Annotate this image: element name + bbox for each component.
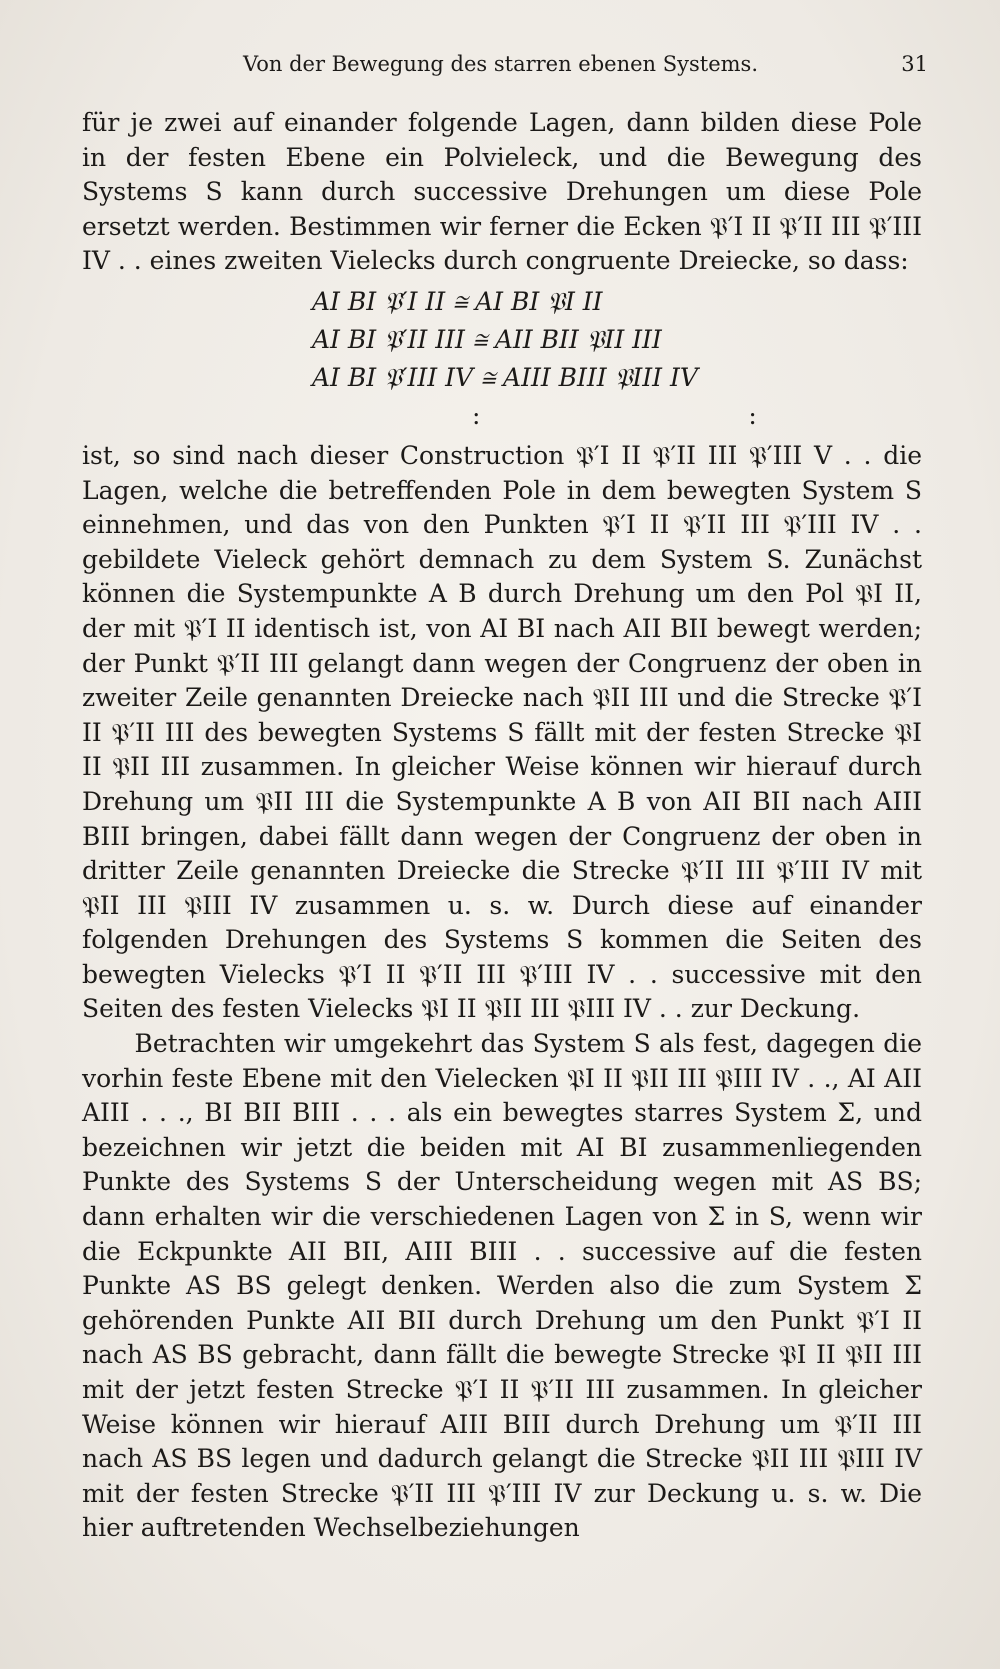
paragraph-3: Betrachten wir umgekehrt das System S als fest, dagegen die vorhin feste Ebene mit den Vielecken 𝔓I II 𝔓II III 𝔓III IV . ., AI AII AIII . . ., BI BII BIII . . . als ein bewegtes starres System Σ, und bezeichnen wir jetzt die beiden mit AI BI zusammenliegenden Punkte des Systems S der Unterscheidung wegen mit AS BS; dann erhalten wir die verschiedenen Lagen von Σ in S, wenn wir die Eckpunkte AII BII, AIII BIII . . successive auf die festen Punkte AS BS gelegt denken. Werden also die zum System Σ gehörenden Punkte AII BII durch Drehung um den Punkt 𝔓′I II nach AS BS gebracht, dann fällt die bewegte Strecke 𝔓I II 𝔓II III mit der jetzt festen Strecke 𝔓′I II 𝔓′II III zusammen. In gleicher Weise können wir hierauf AIII BIII durch Drehung um 𝔓′II III nach AS BS legen und dadurch gelangt die Strecke 𝔓II III 𝔓III IV mit der festen Strecke 𝔓′II III 𝔓′III IV zur Deckung u. s. w. Die hier auftretenden Wechselbeziehungen [82,1029,922,1543]
congruence-equations [82,283,922,435]
paragraph-1: für je zwei auf einander folgende Lagen, dann bilden diese Pole in der festen Ebene ein Polvieleck, und die Bewegung des Systems S kann durch successive Drehungen um diese Pole ersetzt werden. Bestimmen wir ferner die Ecken 𝔓′I II 𝔓′II III 𝔓′III IV . . eines zweiten Vielecks durch congruente Dreiecke, so dass: [82,108,922,276]
running-title: Von der Bewegung des starren ebenen Systems. [243,52,759,76]
page-header [78,46,938,86]
page-number: 31 [901,52,928,76]
equation-continuation-dots: : : [472,400,887,430]
page-body [82,106,922,1546]
equation-row-2: AI BI 𝔓′II III ≅ AII BII 𝔓II III [312,324,662,354]
paragraph-2: ist, so sind nach dieser Construction 𝔓′I II 𝔓′II III 𝔓′III V . . die Lagen, welche die betreffenden Pole in dem bewegten System S einnehmen, und das von den Punkten 𝔓′I II 𝔓′II III 𝔓′III IV . . gebildete Vieleck gehört demnach zu dem System S. Zunächst können die Systempunkte A B durch Drehung um den Pol 𝔓I II, der mit 𝔓′I II identisch ist, von AI BI nach AII BII bewegt werden; der Punkt 𝔓′II III gelangt dann wegen der Congruenz der oben in zweiter Zeile genannten Dreiecke nach 𝔓II III und die Strecke 𝔓′I II 𝔓′II III des bewegten Systems S fällt mit der festen Strecke 𝔓I II 𝔓II III zusammen. In gleicher Weise können wir hierauf durch Drehung um 𝔓II III die Systempunkte A B von AII BII nach AIII BIII bringen, dabei fällt dann wegen der Congruenz der oben in dritter Zeile genannten Dreiecke die Strecke 𝔓′II III 𝔓′III IV mit 𝔓II III 𝔓III IV zusammen u. s. w. Durch diese auf einander folgenden Drehungen des Systems S kommen die Seiten des bewegten Vielecks 𝔓′I II 𝔓′II III 𝔓′III IV . . successive mit den Seiten des festen Vielecks 𝔓I II 𝔓II III 𝔓III IV . . zur Deckung. [82,440,922,1024]
equation-row-3: AI BI 𝔓′III IV ≅ AIII BIII 𝔓III IV [312,362,698,392]
equation-row-1: AI BI 𝔓′I II ≅ AI BI 𝔓I II [312,286,603,316]
